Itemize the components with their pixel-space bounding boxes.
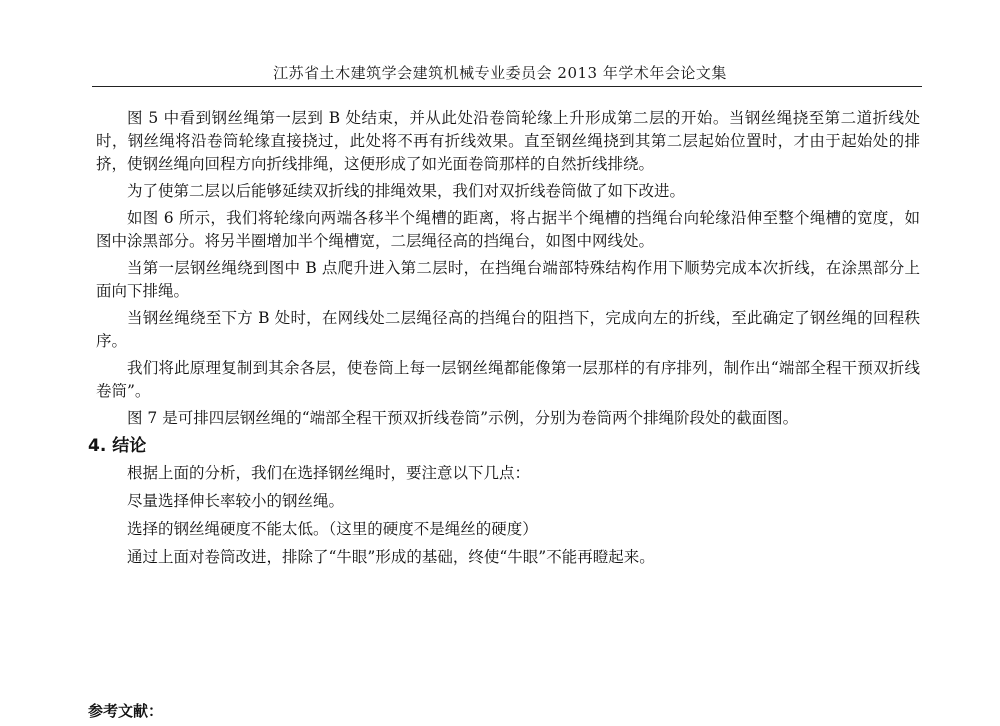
conclusion-point: 尽量选择伸长率较小的钢丝绳。 — [127, 492, 345, 510]
header-divider — [92, 86, 922, 87]
paragraph: 我们将此原理复制到其余各层，使卷筒上每一层钢丝绳都能像第一层那样的有序排列，制作出“端部全程干预双折线卷筒”。 — [96, 359, 920, 400]
section-title: 结论 — [112, 436, 147, 456]
section-heading — [88, 434, 920, 458]
paragraph: 当第一层钢丝绳绕到图中 B 点爬升进入第二层时，在挡绳台端部特殊结构作用下顺势完成本次折线，在涂黑部分上面向下排绳。 — [96, 259, 920, 300]
references-heading: 参考文献： — [88, 702, 164, 720]
conclusion-intro: 根据上面的分析，我们在选择钢丝绳时，要注意以下几点： — [127, 464, 531, 482]
conclusion-point: 通过上面对卷筒改进，排除了“牛眼”形成的基础，终使“牛眼”不能再瞪起来。 — [127, 548, 655, 566]
paragraph: 为了使第二层以后能够延续双折线的排绳效果，我们对双折线卷筒做了如下改进。 — [127, 182, 686, 200]
paragraph: 图 5 中看到钢丝绳第一层到 B 处结束，并从此处沿卷筒轮缘上升形成第二层的开始。当钢丝绳挠至第二道折线处时，钢丝绳将沿卷筒轮缘直接挠过，此处将不再有折线效果。直至钢丝绳挠到其第二层起始位置时，才由于起始处的排挤，使钢丝绳向回程方向折线排绳，这便形成了如光面卷筒那样的自然折线排绕。 — [96, 109, 920, 173]
conclusion-point: 选择的钢丝绳硬度不能太低。（这里的硬度不是绳丝的硬度） — [127, 520, 538, 538]
paragraph: 图 7 是可排四层钢丝绳的“端部全程干预双折线卷筒”示例，分别为卷筒两个排绳阶段处的截面图。 — [127, 409, 799, 427]
main-content — [88, 107, 920, 574]
section-number: 4. — [88, 436, 107, 456]
paragraph: 当钢丝绳绕至下方 B 处时，在网线处二层绳径高的挡绳台的阻挡下，完成向左的折线，至此确定了钢丝绳的回程秩序。 — [96, 309, 920, 350]
paragraph: 如图 6 所示，我们将轮缘向两端各移半个绳槽的距离，将占据半个绳槽的挡绳台向轮缘沿伸至整个绳槽的宽度，如图中涂黑部分。将另半圈增加半个绳槽宽，二层绳径高的挡绳台，如图中网线处。 — [96, 209, 920, 250]
running-header: 江苏省土木建筑学会建筑机械专业委员会 2013 年学术年会论文集 — [273, 64, 727, 82]
